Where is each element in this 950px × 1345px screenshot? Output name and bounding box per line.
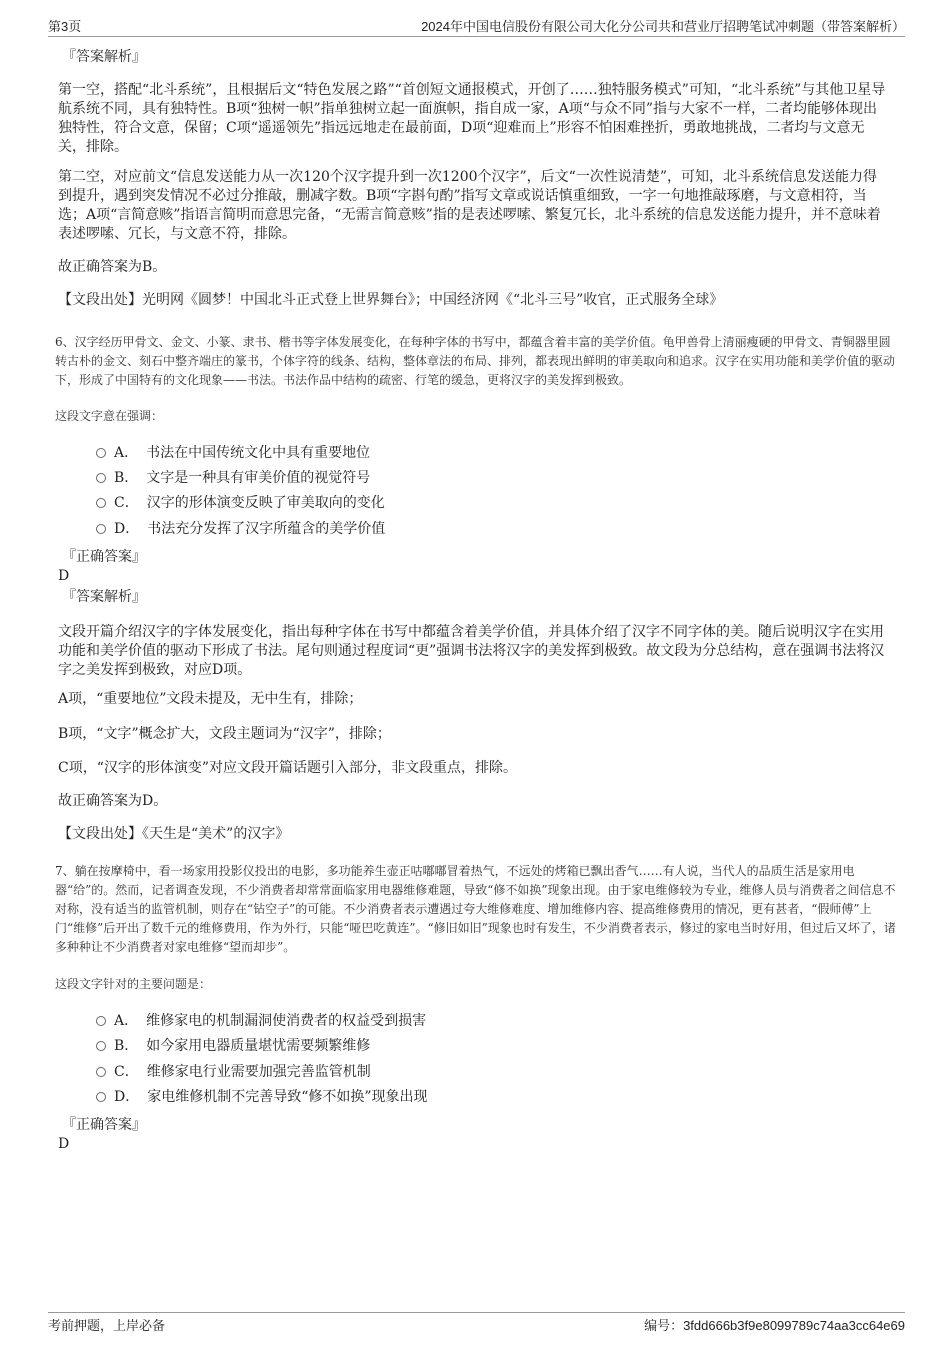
analysis-paragraph: 第二空，对应前文“信息发送能力从一次120个汉字提升到一次1200个汉字”，后文“一次性说清楚”，可知，北斗系统信息发送能力得到提升，遇到突发情况不必过分推敲，删减字数。B项“字斟句酌”指写文章或说话慎重细致，一字一句地推敲琢磨，与文意相符，当选；A项“言简意赅”指语言简明而意思完备，“无需言简意赅”指的是表述啰嗦、繁复冗长，北斗系统的信息发送能力提升，并不意味着表述啰嗦、冗长，与文意不符，排除。 [58,169,881,242]
conclusion: 故正确答案为D。 [58,793,168,809]
option-c[interactable]: C． 维修家电行业需要加强完善监管机制 [96,1063,371,1082]
footer-slogan: 考前押题，上岸必备 [48,1318,166,1333]
analysis-paragraph: 第一空，搭配“北斗系统”，且根据后文“特色发展之路”“首创短文通报模式，开创了……独特服务模式”可知，“北斗系统”与其他卫星导航系统不同，具有独特性。B项“独树一帜”指单独树立起一面旗帜，指自成一家，A项“与众不同”指与大家不一样，二者均能够体现出独特性，符合文意，保留；C项“遥遥领先”指远远地走在最前面，D项“迎难而上”形容不怕困难挫折，勇敢地挑战，二者均与文意无关，排除。 [58,82,886,155]
option-a[interactable]: A． 书法在中国传统文化中具有重要地位 [96,444,370,463]
answer-value: D [58,568,70,584]
radio-icon[interactable] [96,448,106,458]
option-b[interactable]: B． 如今家用电器质量堪忧需要频繁维修 [96,1037,370,1056]
page-footer [48,1312,905,1335]
radio-icon[interactable] [96,1041,106,1051]
analysis-label: 『答案解析』 [62,49,146,65]
option-a[interactable]: A． 维修家电的机制漏洞使消费者的权益受到损害 [96,1012,426,1031]
answer-label: 『正确答案』 [62,549,146,565]
radio-icon[interactable] [96,1092,106,1102]
answer-value: D [58,1136,70,1152]
page-number: 第3页 [48,19,82,34]
source-citation: 【文段出处】光明网《圆梦！中国北斗正式登上世界舞台》；中国经济网《“北斗三号”收官，正式服务全球》 [58,292,724,308]
option-b[interactable]: B． 文字是一种具有审美价值的视觉符号 [96,469,370,488]
option-d[interactable]: D． 书法充分发挥了汉字所蕴含的美学价值 [96,520,385,539]
answer-label: 『正确答案』 [62,1117,146,1133]
analysis-paragraph: 文段开篇介绍汉字的字体发展变化，指出每种字体在书写中都蕴含着美学价值，并具体介绍了汉字不同字体的美。随后说明汉字在实用功能和美学价值的驱动下形成了书法。尾句则通过程度词“更”强调书法将汉字的美发挥到极致。故文段为分总结构，意在强调书法将汉字之美发挥到极致，对应D项。 [58,624,885,678]
radio-icon[interactable] [96,1067,106,1077]
question-stem: 6、汉字经历甲骨文、金文、小篆、隶书、楷书等字体发展变化，在每种字体的书写中，都蕴含着丰富的美学价值。龟甲兽骨上清丽瘦硬的甲骨文、青铜器里圆转古朴的金文、刻石中整齐端庄的篆书，个体字符的线条、结构，整体章法的布局、排列，都表现出鲜明的审美取向和追求。汉字在实用功能和美学价值的驱动下，形成了中国特有的文化现象——书法。书法作品中结构的疏密、行笔的缓急，更将汉字的美发挥到极致。 [55,335,896,387]
radio-icon[interactable] [96,498,106,508]
question-stem: 7、躺在按摩椅中，看一场家用投影仪投出的电影，多功能养生壶正咕嘟嘟冒着热气，不远处的烤箱已飘出香气……有人说，当代人的品质生活是家用电器“给”的。然而，记者调查发现，不少消费者却常常面临家用电器维修难题，导致“修不如换”现象出现。由于家电维修较为专业，维修人员与消费者之间信息不对称，没有适当的监管机制，则存在“钻空子”的可能。不少消费者表示遭遇过夸大维修难度、增加维修内容、提高维修费用的情况，更有甚者，“假师傅”上门“维修”后开出了数千元的维修费用，作为外行，只能“哑巴吃黄连”。“修旧如旧”现象也时有发生，不少消费者表示，修过的家电当时好用，但过后又坏了，诸多种种让不少消费者对家电维修“望而却步”。 [55,864,896,954]
analysis-option-a: A项，“重要地位”文段未提及，无中生有，排除； [58,691,363,707]
page-header [48,14,905,37]
conclusion: 故正确答案为B。 [58,259,167,275]
radio-icon[interactable] [96,1016,106,1026]
radio-icon[interactable] [96,473,106,483]
document-code: 编号：3fdd666b3f9e8099789c74aa3cc64e69 [644,1318,905,1333]
radio-icon[interactable] [96,524,106,534]
source-citation: 【文段出处】《天生是“美术”的汉字》 [58,826,290,842]
option-c[interactable]: C． 汉字的形体演变反映了审美取向的变化 [96,494,385,513]
analysis-option-c: C项，“汉字的形体演变”对应文段开篇话题引入部分，非文段重点，排除。 [58,760,518,776]
document-title: 2024年中国电信股份有限公司大化分公司共和营业厅招聘笔试冲刺题（带答案解析） [421,19,905,34]
analysis-option-b: B项，“文字”概念扩大，文段主题词为“汉字”，排除； [58,726,391,742]
question-prompt: 这段文字意在强调： [55,409,164,423]
question-prompt: 这段文字针对的主要问题是： [55,977,212,991]
option-d[interactable]: D． 家电维修机制不完善导致“修不如换”现象出现 [96,1088,428,1107]
analysis-label: 『答案解析』 [62,589,146,605]
